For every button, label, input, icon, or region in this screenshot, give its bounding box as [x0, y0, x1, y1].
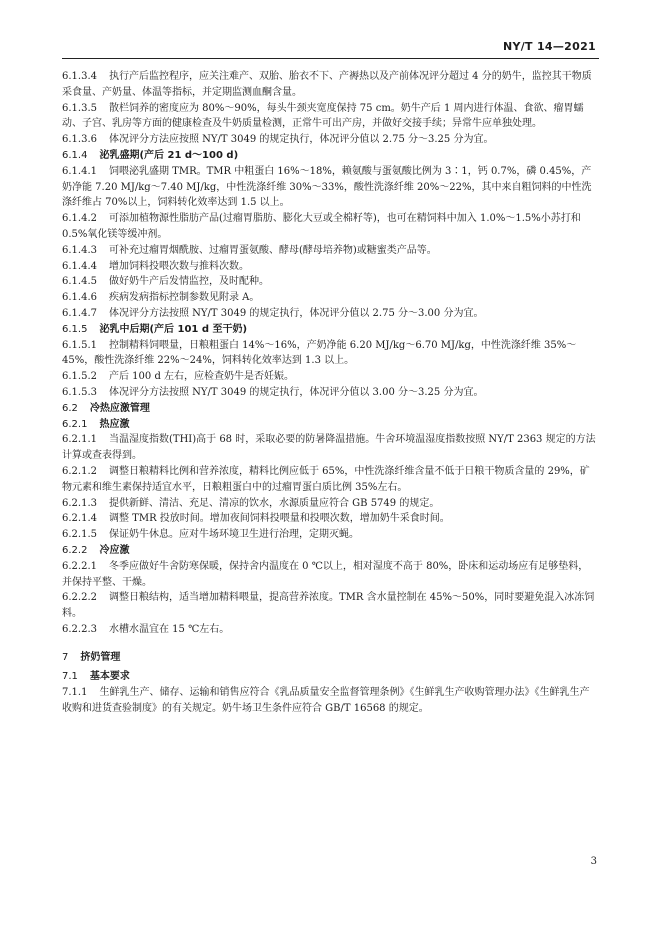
clause-6-2-2-1: [62, 559, 598, 591]
clause-6-2-2-3: [62, 622, 598, 638]
clause-number: 6.1.5.2: [62, 371, 97, 383]
clause-text: 产后 100 d 左右，应检查奶牛是否妊娠。: [109, 371, 295, 383]
document-body: [62, 69, 598, 717]
clause-number: 6.1.3.4: [62, 71, 97, 82]
clause-text: 基本要求: [89, 671, 130, 683]
section-heading-6-1-4: [62, 148, 598, 164]
section-heading-6-1-5: [62, 322, 598, 338]
clause-6-1-5-1: [62, 338, 598, 370]
clause-6-1-4-4: [62, 259, 598, 275]
clause-text: 可添加植物源性脂肪产品(过瘤胃脂肪、膨化大豆或全棉籽等)，也可在精饲料中加入 1.0%～1.5%小苏打和 0.5%氧化镁等缓冲剂。: [62, 213, 581, 240]
clause-text: 当温湿度指数(THI)高于 68 时，采取必要的防暑降温措施。牛舍环境温湿度指数按照 NY/T 2363 规定的方法计算或查表得到。: [62, 434, 596, 462]
clause-number: 6.1.4.1: [62, 165, 97, 177]
clause-7-1-1: [62, 685, 598, 717]
section-heading-6-2-1: [62, 417, 598, 433]
clause-text: 泌乳中后期(产后 101 d 至干奶): [99, 323, 248, 335]
clause-6-2-1-5: [62, 527, 598, 543]
clause-text: 调整日粮结构，适当增加精料喂量，提高营养浓度。TMR 含水量控制在 45%～50%，同时要避免混入冰冻饲料。: [62, 592, 595, 620]
clause-6-2-1-4: [62, 511, 598, 527]
clause-number: 6.1.3.5: [62, 102, 97, 114]
clause-6-1-3-5: [62, 101, 598, 133]
clause-number: 6.1.4.6: [62, 292, 97, 304]
standard-code-header: NY/T 14—2021: [502, 40, 596, 53]
clause-6-1-4-3: [62, 243, 598, 259]
clause-number: 6.2.1.4: [62, 513, 97, 525]
clause-text: 调整 TMR 投放时间。增加夜间饲料投喂量和投喂次数，增加奶牛采食时间。: [109, 513, 450, 525]
clause-6-1-4-2: [62, 211, 598, 243]
clause-text: 控制精料饲喂量，日粮粗蛋白 14%～16%，产奶净能 6.20 MJ/kg～6.70 MJ/kg，中性洗涤纤维 35%～45%，酸性洗涤纤维 22%～24%，饲料转化效率达到 1.3 以上。: [62, 339, 577, 367]
clause-text: 冬季应做好牛舍防寒保暖，保持舍内温度在 0 ℃以上，相对湿度不高于 80%，卧床和运动场应有足够垫料，并保持平整、干燥。: [62, 560, 589, 588]
clause-number: 6.2.2.1: [62, 560, 97, 572]
clause-6-1-4-5: [62, 274, 598, 290]
section-heading-6-2-2: [62, 543, 598, 559]
clause-6-2-1-2: [62, 464, 598, 496]
clause-text: 体况评分方法按照 NY/T 3049 的规定执行，体况评分值以 3.00 分～3.25 分为宜。: [109, 386, 484, 398]
clause-text: 冷应激: [99, 544, 130, 556]
clause-number: 6.2.1.2: [62, 465, 97, 477]
clause-6-2-1-3: [62, 496, 598, 512]
clause-number: 6.2.2: [62, 544, 88, 556]
clause-number: 6.1.4.2: [62, 213, 97, 225]
clause-number: 6.2.1: [62, 418, 88, 430]
clause-text: 做好奶牛产后发情监控，及时配种。: [109, 276, 269, 288]
clause-text: 体况评分方法按照 NY/T 3049 的规定执行，体况评分值以 2.75 分～3.00 分为宜。: [109, 307, 484, 319]
clause-number: 7.1: [62, 671, 78, 683]
clause-text: 疾病发病指标控制参数见附录 A。: [109, 292, 260, 304]
clause-number: 6.2.1.3: [62, 497, 97, 509]
clause-text: 执行产后监控程序，应关注难产、双胎、胎衣不下、产褥热以及产前体况评分超过 4 分的奶牛，监控其干物质采食量、产奶量、体温等指标，并定期监测血酮含量。: [62, 71, 592, 98]
clause-6-2-2-2: [62, 590, 598, 622]
clause-number: 6.1.5.3: [62, 386, 97, 398]
clause-6-1-3-6: [62, 132, 598, 148]
clause-text: 调整日粮精料比例和营养浓度，精料比例应低于 65%，中性洗涤纤维含量不低于日粮干物质含量的 29%，矿物元素和维生素保持适宜水平，日粮粗蛋白中的过瘤胃蛋白质比例 35%左右。: [62, 465, 590, 493]
clause-number: 6.2.1.1: [62, 434, 97, 446]
clause-number: 6.2: [62, 402, 78, 414]
section-heading-7-1: [62, 669, 598, 685]
clause-number: 6.1.4.5: [62, 276, 97, 288]
clause-number: 7: [62, 651, 69, 663]
chapter-heading-7: [62, 650, 598, 666]
clause-text: 散栏饲养的密度应为 80%～90%，每头牛颈夹宽度保持 75 cm。奶牛产后 1 周内进行体温、食欲、瘤胃蠕动、子宫、乳房等方面的健康检查及牛奶质量检测，正常牛可出产房，并做好交接手续；异常牛应单独处理。: [62, 102, 584, 130]
clause-text: 饲喂泌乳盛期 TMR。TMR 中粗蛋白 16%～18%，赖氨酸与蛋氨酸比例为 3∶1，钙 0.7%，磷 0.45%，产奶净能 7.20 MJ/kg～7.40 MJ/kg，中性洗涤纤维 30%～33%，酸性洗涤纤维 20%～22%，其中来自粗饲料的中性洗涤纤维占 70%以上，饲料转化效率达到 1.5 以上。: [62, 165, 592, 209]
header-divider: [62, 58, 599, 59]
clause-text: 可补充过瘤胃烟酰胺、过瘤胃蛋氨酸、酵母(酵母培养物)或糖蜜类产品等。: [109, 244, 437, 256]
clause-number: 6.2.2.2: [62, 592, 97, 604]
clause-text: 体况评分方法应按照 NY/T 3049 的规定执行，体况评分值以 2.75 分～3.25 分为宜。: [109, 134, 494, 146]
clause-6-1-5-2: [62, 369, 598, 385]
clause-text: 挤奶管理: [80, 651, 121, 663]
clause-number: 6.2.1.5: [62, 529, 97, 541]
clause-number: 7.1.1: [62, 687, 88, 699]
clause-6-1-4-6: [62, 290, 598, 306]
clause-number: 6.1.4.7: [62, 307, 97, 319]
page-number: 3: [590, 856, 597, 867]
clause-6-1-5-3: [62, 385, 598, 401]
clause-6-2-1-1: [62, 432, 598, 464]
clause-number: 6.1.4: [62, 149, 88, 161]
clause-text: 提供新鲜、清洁、充足、清凉的饮水，水源质量应符合 GB 5749 的规定。: [109, 497, 440, 509]
clause-6-1-4-1: [62, 164, 598, 211]
clause-text: 保证奶牛休息。应对牛场环境卫生进行治理，定期灭蝇。: [109, 529, 359, 541]
clause-text: 增加饲料投喂次数与推料次数。: [109, 260, 249, 272]
clause-number: 6.1.4.4: [62, 260, 97, 272]
clause-text: 水槽水温宜在 15 ℃左右。: [109, 623, 230, 635]
clause-number: 6.1.4.3: [62, 244, 97, 256]
section-heading-6-2: [62, 401, 598, 417]
clause-number: 6.1.5: [62, 323, 88, 335]
clause-number: 6.1.3.6: [62, 134, 97, 146]
clause-6-1-4-7: [62, 306, 598, 322]
clause-text: 冷热应激管理: [89, 402, 150, 414]
clause-text: 热应激: [99, 418, 130, 430]
clause-text: 泌乳盛期(产后 21 d～100 d): [99, 149, 239, 161]
clause-number: 6.2.2.3: [62, 623, 97, 635]
clause-text: 生鲜乳生产、储存、运输和销售应符合《乳品质量安全监督管理条例》《生鲜乳生产收购管理办法》《生鲜乳生产收购和进货查验制度》的有关规定。奶牛场卫生条件应符合 GB/T 16568 的规定。: [62, 687, 590, 715]
clause-number: 6.1.5.1: [62, 339, 97, 351]
clause-6-1-3-4: [62, 69, 598, 101]
